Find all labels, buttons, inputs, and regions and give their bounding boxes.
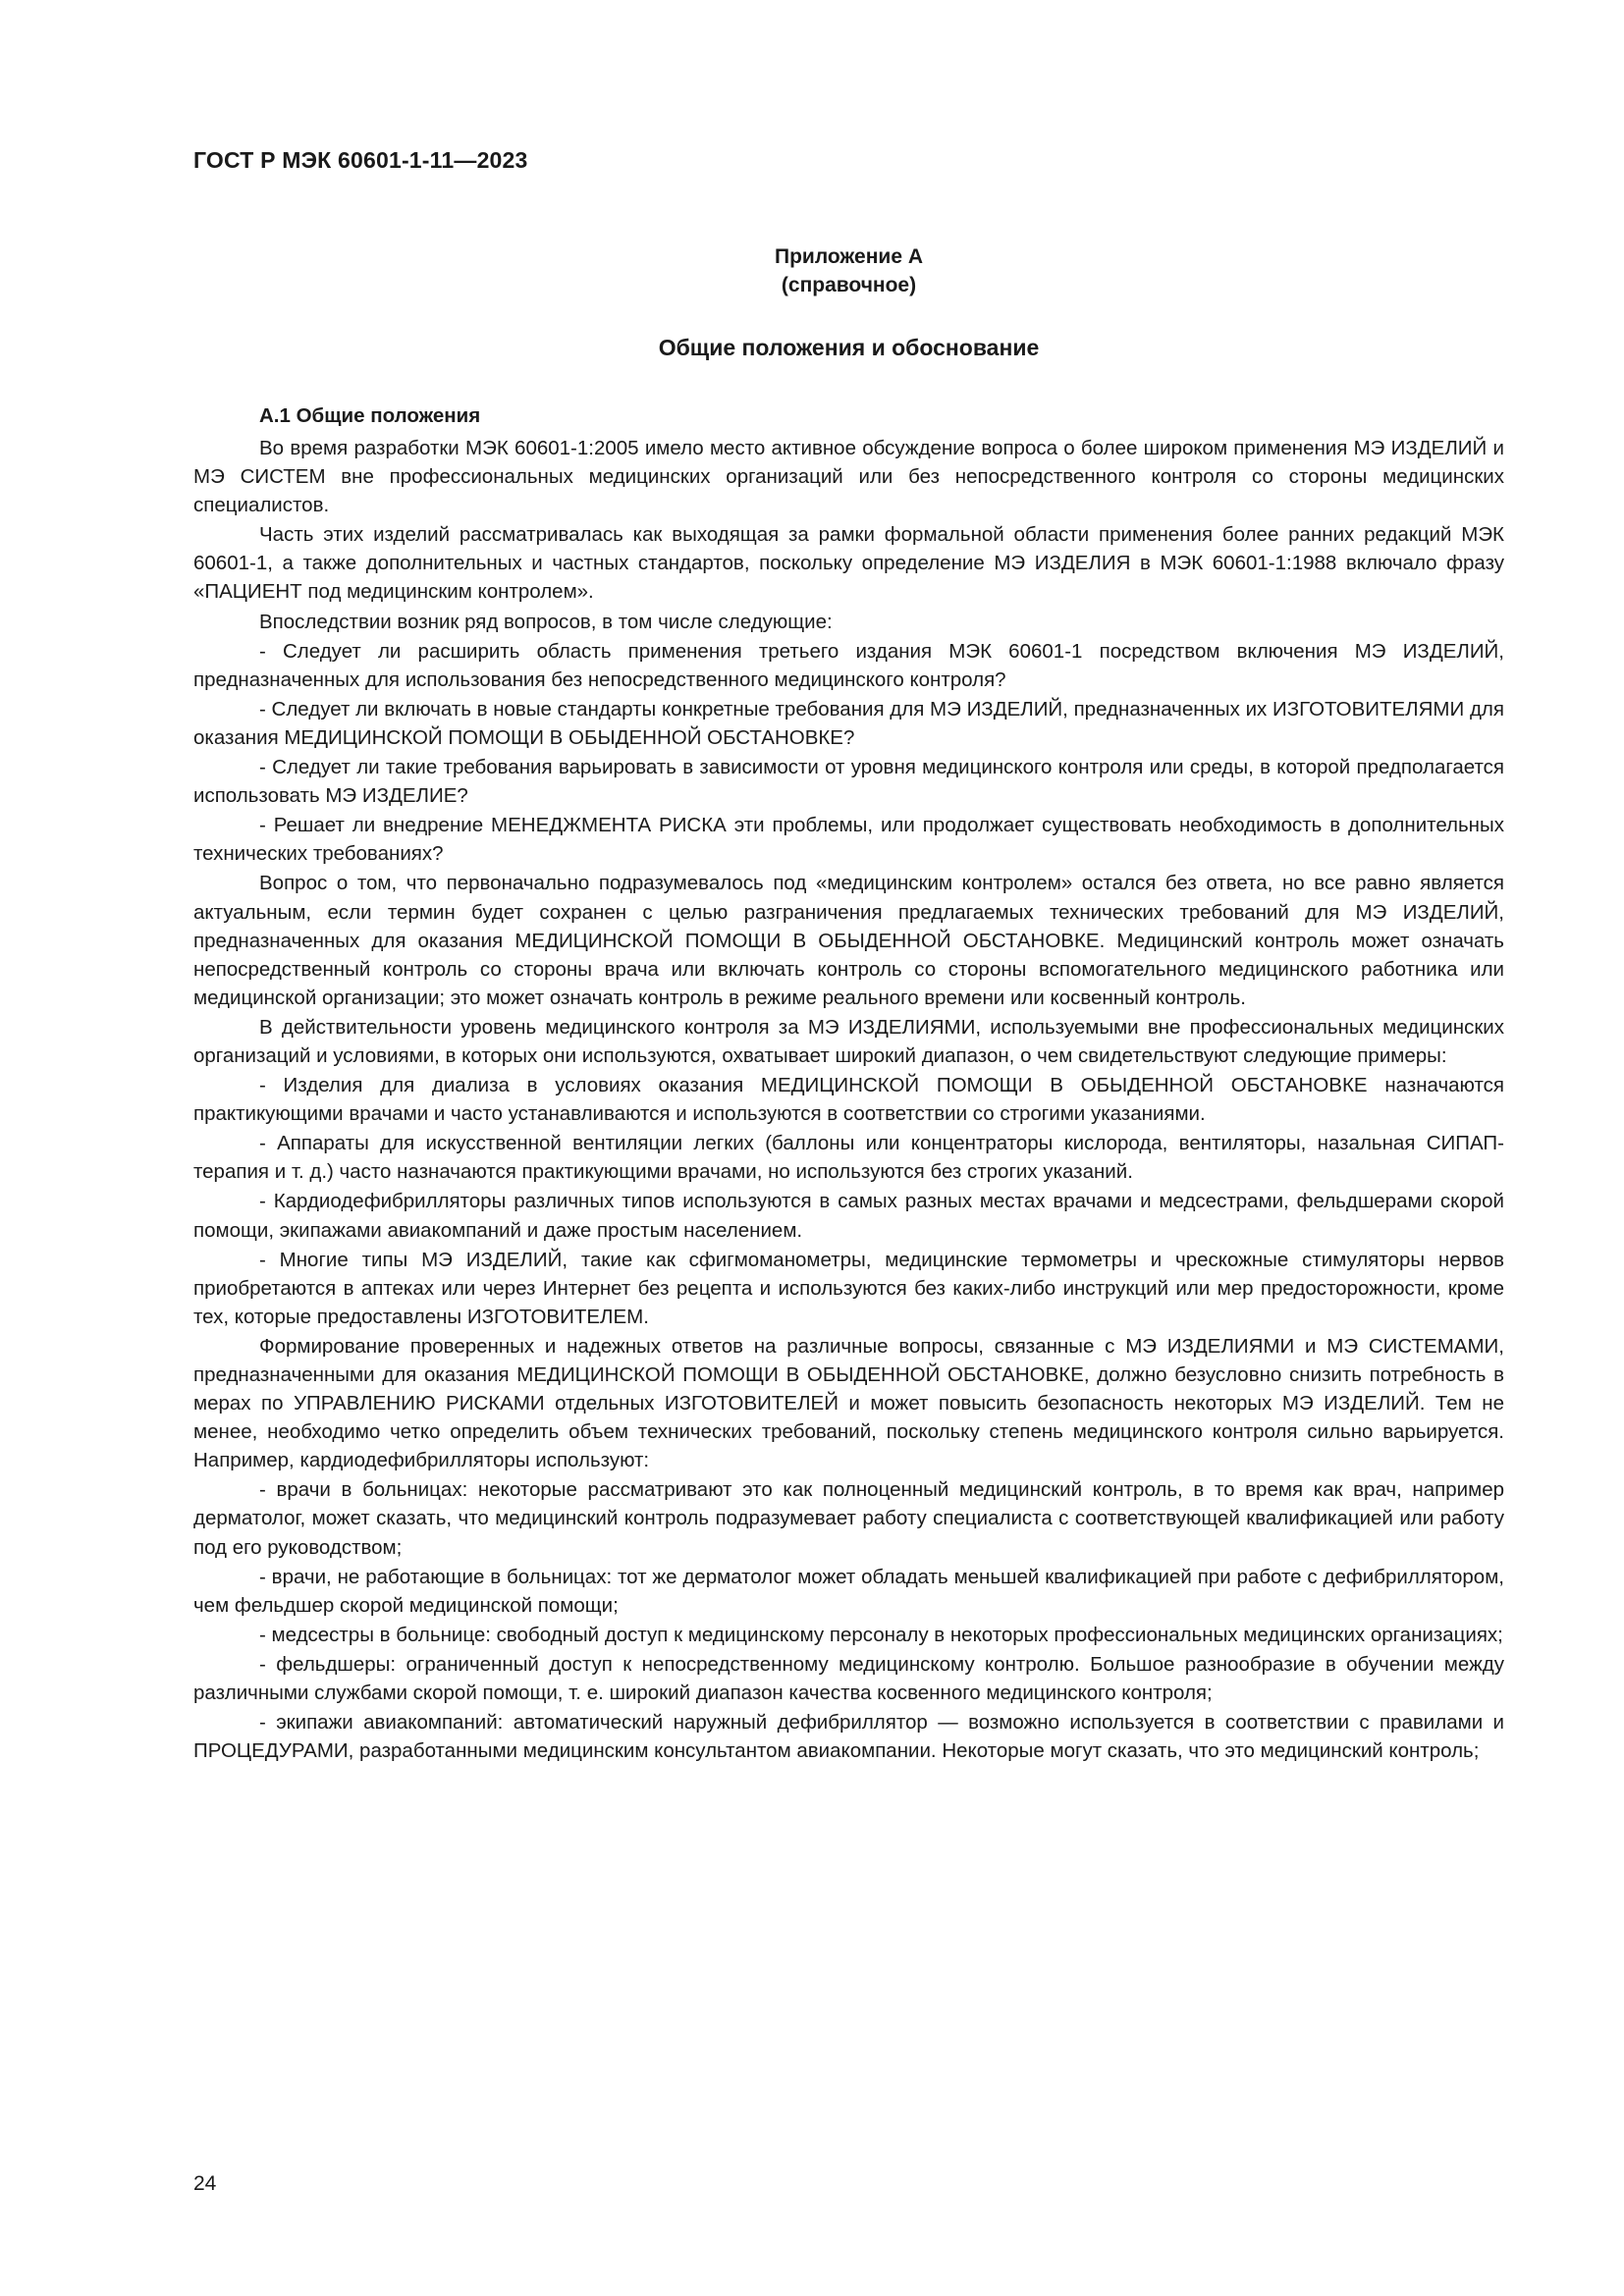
list-item: - Следует ли такие требования варьировать в зависимости от уровня медицинского контроля или среды, в которой предполагается использовать МЭ ИЗДЕЛИЕ?: [193, 756, 1504, 808]
document-page: [193, 147, 1504, 1766]
standard-code-header: ГОСТ Р МЭК 60601-1-11—2023: [193, 147, 528, 173]
list-item: - медсестры в больнице: свободный доступ к медицинскому персоналу в некоторых профессиональных медицинских организациях;: [259, 1623, 1503, 1646]
list-item: - врачи, не работающие в больницах: тот же дерматолог может обладать меньшей квалификацией при работе с дефибриллятором, чем фельдшер скорой медицинской помощи;: [193, 1565, 1504, 1617]
paragraph: В действительности уровень медицинского контроля за МЭ ИЗДЕЛИЯМИ, используемыми вне профессиональных медицинских организаций и условиями, в которых они используются, охватывает широкий диапазон, о чем свидетельствуют следующие примеры:: [193, 1015, 1504, 1067]
paragraph: Часть этих изделий рассматривалась как выходящая за рамки формальной области применения более ранних редакций МЭК 60601-1, а также дополнительных и частных стандартов, поскольку определение МЭ ИЗДЕЛИЯ в МЭК 60601-1:1988 включало фразу «ПАЦИЕНТ под медицинским контролем».: [193, 523, 1504, 604]
annex-title: Общие положения и обоснование: [658, 335, 1040, 360]
paragraph: Во время разработки МЭК 60601-1:2005 имело место активное обсуждение вопроса о более широком применения МЭ ИЗДЕЛИЙ и МЭ СИСТЕМ вне профессиональных медицинских организаций или без непосредственного контроля со стороны медицинских специалистов.: [193, 437, 1504, 517]
list-item: - Следует ли включать в новые стандарты конкретные требования для МЭ ИЗДЕЛИЙ, предназначенных их ИЗГОТОВИТЕЛЯМИ для оказания МЕДИЦИНСКОЙ ПОМОЩИ В ОБЫДЕННОЙ ОБСТАНОВКЕ?: [193, 697, 1504, 749]
paragraph: Впоследствии возник ряд вопросов, в том числе следующие:: [259, 610, 833, 633]
list-item: - Аппараты для искусственной вентиляции легких (баллоны или концентраторы кислорода, вентиляторы, назальная СИПАП-терапия и т. д.) часто назначаются практикующими врачами, но используются без строгих указаний.: [193, 1132, 1504, 1184]
list-item: - Следует ли расширить область применения третьего издания МЭК 60601-1 посредством включения МЭ ИЗДЕЛИЙ, предназначенных для использования без непосредственного медицинского контроля?: [193, 639, 1504, 691]
list-item: - экипажи авиакомпаний: автоматический наружный дефибриллятор — возможно используется в соответствии с правилами и ПРОЦЕДУРАМИ, разработанными медицинским консультантом авиакомпании. Некоторые могут сказать, что это медицинский контроль;: [193, 1711, 1504, 1763]
list-item: - Кардиодефибрилляторы различных типов используются в самых разных местах врачами и медсестрами, фельдшерами скорой помощи, экипажами авиакомпаний и даже простым населением.: [193, 1190, 1504, 1242]
list-item: - Многие типы МЭ ИЗДЕЛИЙ, такие как сфигмоманометры, медицинские термометры и чрескожные стимуляторы нервов приобретаются в аптеках или через Интернет без рецепта и используются без каких-либо инструкций или мер предосторожности, кроме тех, которые предоставлены ИЗГОТОВИТЕЛЕМ.: [193, 1248, 1504, 1328]
annex-heading: [193, 242, 1504, 299]
section-body: [193, 434, 1504, 1765]
paragraph: Формирование проверенных и надежных ответов на различные вопросы, связанные с МЭ ИЗДЕЛИЯМИ и МЭ СИСТЕМАМИ, предназначенными для оказания МЕДИЦИНСКОЙ ПОМОЩИ В ОБЫДЕННОЙ ОБСТАНОВКЕ, должно безусловно снизить потребность в мерах по УПРАВЛЕНИЮ РИСКАМИ отдельных ИЗГОТОВИТЕЛЕЙ и может повысить безопасность некоторых МЭ ИЗДЕЛИЙ. Тем не менее, необходимо четко определить объем технических требований, поскольку степень медицинского контроля сильно варьируется. Например, кардиодефибрилляторы используют:: [193, 1334, 1504, 1472]
annex-type: (справочное): [781, 274, 917, 296]
list-item: - Изделия для диализа в условиях оказания МЕДИЦИНСКОЙ ПОМОЩИ В ОБЫДЕННОЙ ОБСТАНОВКЕ назначаются практикующими врачами и часто устанавливаются и используются в соответствии со строгими указаниями.: [193, 1074, 1504, 1126]
list-item: - врачи в больницах: некоторые рассматривают это как полноценный медицинский контроль, в то время как врач, например дерматолог, может сказать, что медицинский контроль подразумевает работу специалиста с соответствующей квалификацией или работу под его руководством;: [193, 1478, 1504, 1559]
paragraph: Вопрос о том, что первоначально подразумевалось под «медицинским контролем» остался без ответа, но все равно является актуальным, если термин будет сохранен с целью разграничения предлагаемых технических требований для МЭ ИЗДЕЛИЙ, предназначенных для оказания МЕДИЦИНСКОЙ ПОМОЩИ В ОБЫДЕННОЙ ОБСТАНОВКЕ. Медицинский контроль может означать непосредственный контроль со стороны врача или включать контроль со стороны вспомогательного медицинского работника или медицинской организации; это может означать контроль в режиме реального времени или косвенный контроль.: [193, 872, 1504, 1009]
list-item: - фельдшеры: ограниченный доступ к непосредственному медицинскому контролю. Большое разнообразие в обучении между различными службами скорой помощи, т. е. широкий диапазон качества косвенного медицинского контроля;: [193, 1652, 1504, 1705]
annex-label: Приложение А: [774, 245, 923, 268]
list-item: - Решает ли внедрение МЕНЕДЖМЕНТА РИСКА эти проблемы, или продолжает существовать необходимость в дополнительных технических требованиях?: [193, 814, 1504, 866]
section-heading: А.1 Общие положения: [259, 404, 481, 427]
page-number: 24: [193, 2172, 217, 2195]
